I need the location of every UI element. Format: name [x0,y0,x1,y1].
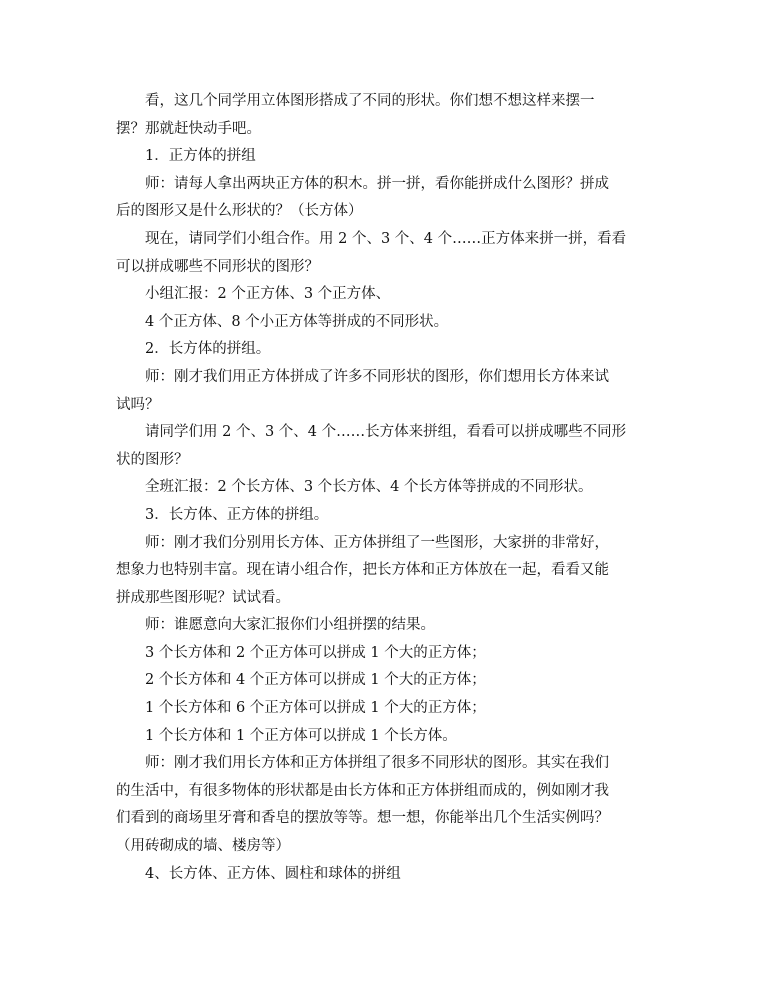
text-line: 看，这几个同学用立体图形搭成了不同的形状。你们想不想这样来摆一 [145,93,595,109]
text-line: 的生活中，有很多物体的形状都是由长方体和正方体拼组而成的，例如刚才我 [116,782,609,799]
text-line: 4 个正方体、8 个小正方体等拼成的不同形状。 [145,313,449,330]
section-heading: 3．长方体、正方体的拼组。 [145,506,329,523]
text-line: 想象力也特别丰富。现在请小组合作，把长方体和正方体放在一起，看看又能 [116,562,609,579]
text-line: 拼成那些图形呢？试试看。 [116,589,290,606]
section-heading: 1．正方体的拼组 [145,148,256,165]
text-line: 3 个长方体和 2 个正方体可以拼成 1 个大的正方体； [145,644,486,661]
text-line: 师：请每人拿出两块正方体的积木。拼一拼，看你能拼成什么图形？拼成 [145,175,609,192]
text-line: 摆？那就赶快动手吧。 [116,120,261,137]
text-line: 师：谁愿意向大家汇报你们小组拼摆的结果。 [145,617,435,634]
text-line: 1 个长方体和 6 个正方体可以拼成 1 个大的正方体； [145,700,486,717]
text-line: （用砖砌成的墙、楼房等） [116,838,290,855]
text-line: 现在，请同学们小组合作。用 2 个、3 个、4 个……正方体来拼一拼，看看 [145,230,627,247]
text-line: 师：刚才我们用长方体和正方体拼组了很多不同形状的图形。其实在我们 [145,755,609,772]
text-line: 师：刚才我们用正方体拼成了许多不同形状的图形，你们想用长方体来试 [145,368,609,385]
text-line: 状的图形？ [116,451,189,468]
text-line: 小组汇报：2 个正方体、3 个正方体、 [145,286,391,303]
text-line: 可以拼成哪些不同形状的图形？ [116,258,319,275]
text-line: 请同学们用 2 个、3 个、4 个……长方体来拼组，看看可以拼成哪些不同形 [145,424,627,441]
text-line: 全班汇报：2 个长方体、3 个长方体、4 个长方体等拼成的不同形状。 [145,479,593,496]
document-body [116,88,661,888]
text-line: 们看到的商场里牙膏和香皂的摆放等等。想一想，你能举出几个生活实例吗？ [116,810,609,827]
text-line: 1 个长方体和 1 个正方体可以拼成 1 个长方体。 [145,727,457,744]
section-heading: 2．长方体的拼组。 [145,341,271,358]
text-line: 试吗？ [116,396,160,413]
text-line: 2 个长方体和 4 个正方体可以拼成 1 个大的正方体； [145,672,486,689]
text-line: 后的图形又是什么形状的？（长方体） [116,203,363,220]
text-line: 师：刚才我们分别用长方体、正方体拼组了一些图形，大家拼的非常好， [145,534,609,551]
section-heading: 4、长方体、正方体、圆柱和球体的拼组 [145,865,401,882]
